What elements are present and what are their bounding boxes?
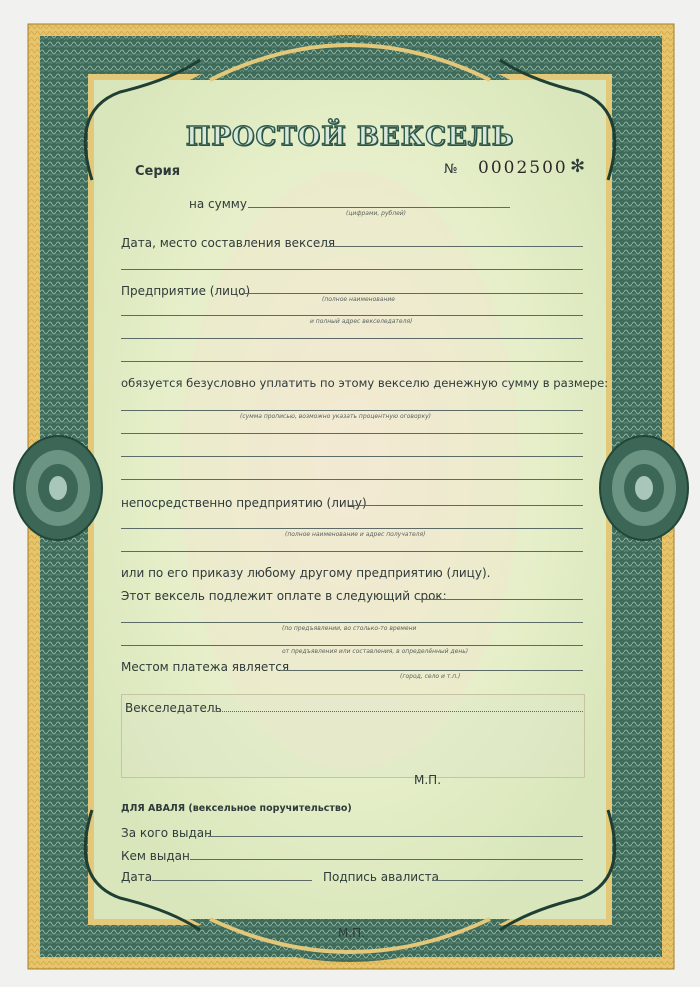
serial-number: 0002500: [478, 158, 568, 178]
series-label: Серия: [135, 164, 181, 179]
term-hint-1: (по предъявлении, во столько-то времени: [282, 625, 417, 632]
by-whom-line[interactable]: [190, 859, 583, 860]
star-icon: ✻: [570, 156, 586, 177]
obligation-line-1[interactable]: [121, 410, 583, 411]
stamp-place-1: М.П.: [414, 773, 442, 787]
date-line[interactable]: [152, 880, 312, 881]
enterprise-hint-1: (полное наименование: [322, 296, 395, 303]
obligation-line-4[interactable]: [121, 479, 583, 480]
number-sign: №: [444, 162, 458, 177]
date-label: Дата: [121, 870, 153, 884]
stamp-place-2: М.П.: [338, 926, 366, 940]
date-place-label: Дата, место составления векселя: [121, 236, 336, 250]
aval-title: ДЛЯ АВАЛЯ (вексельное поручительство): [121, 803, 352, 814]
payee-label: непосредственно предприятию (лицу): [121, 496, 367, 510]
payee-line-2[interactable]: [121, 528, 583, 529]
payee-hint: (полное наименование и адрес получателя): [285, 531, 426, 538]
payee-line[interactable]: [349, 505, 583, 506]
enterprise-line-3[interactable]: [121, 338, 583, 339]
place-hint: (город, село и т.п.): [400, 673, 461, 680]
place-label: Местом платежа является: [121, 660, 290, 674]
term-line[interactable]: [418, 599, 583, 600]
drawer-label: Векселедатель: [125, 701, 222, 715]
drawer-line[interactable]: [212, 711, 583, 712]
signature-label: Подпись авалиста: [323, 870, 439, 884]
term-hint-2: от предъявления или составления, в определённый день): [282, 648, 469, 655]
for-whom-line[interactable]: [208, 836, 583, 837]
enterprise-hint-2: и полный адрес векселедателя): [310, 318, 413, 325]
document-title: ПРОСТОЙ ВЕКСЕЛЬ: [185, 122, 515, 152]
order-label: или по его приказу любому другому предприятию (лицу).: [121, 566, 491, 580]
obligation-hint: (сумма прописью, возможно указать процентную оговорку): [240, 413, 431, 420]
enterprise-label: Предприятие (лицо): [121, 284, 251, 298]
amount-label: на сумму: [189, 197, 247, 211]
place-line[interactable]: [280, 670, 583, 671]
enterprise-line[interactable]: [242, 293, 583, 294]
signature-line[interactable]: [432, 880, 583, 881]
amount-line[interactable]: [248, 207, 510, 208]
term-label: Этот вексель подлежит оплате в следующий срок:: [121, 589, 447, 603]
enterprise-line-2[interactable]: [121, 315, 583, 316]
date-place-line-2[interactable]: [121, 269, 583, 270]
obligation-line-3[interactable]: [121, 456, 583, 457]
term-line-3[interactable]: [121, 645, 583, 646]
term-line-2[interactable]: [121, 622, 583, 623]
date-place-line[interactable]: [325, 246, 583, 247]
payee-line-3[interactable]: [121, 551, 583, 552]
for-whom-label: За кого выдан: [121, 826, 212, 840]
amount-hint: (цифрами, рублей): [346, 210, 407, 217]
obligation-line-2[interactable]: [121, 433, 583, 434]
obligation-label: обязуется безусловно уплатить по этому векселю денежную сумму в размере:: [121, 376, 609, 390]
enterprise-line-4[interactable]: [121, 361, 583, 362]
by-whom-label: Кем выдан: [121, 849, 190, 863]
